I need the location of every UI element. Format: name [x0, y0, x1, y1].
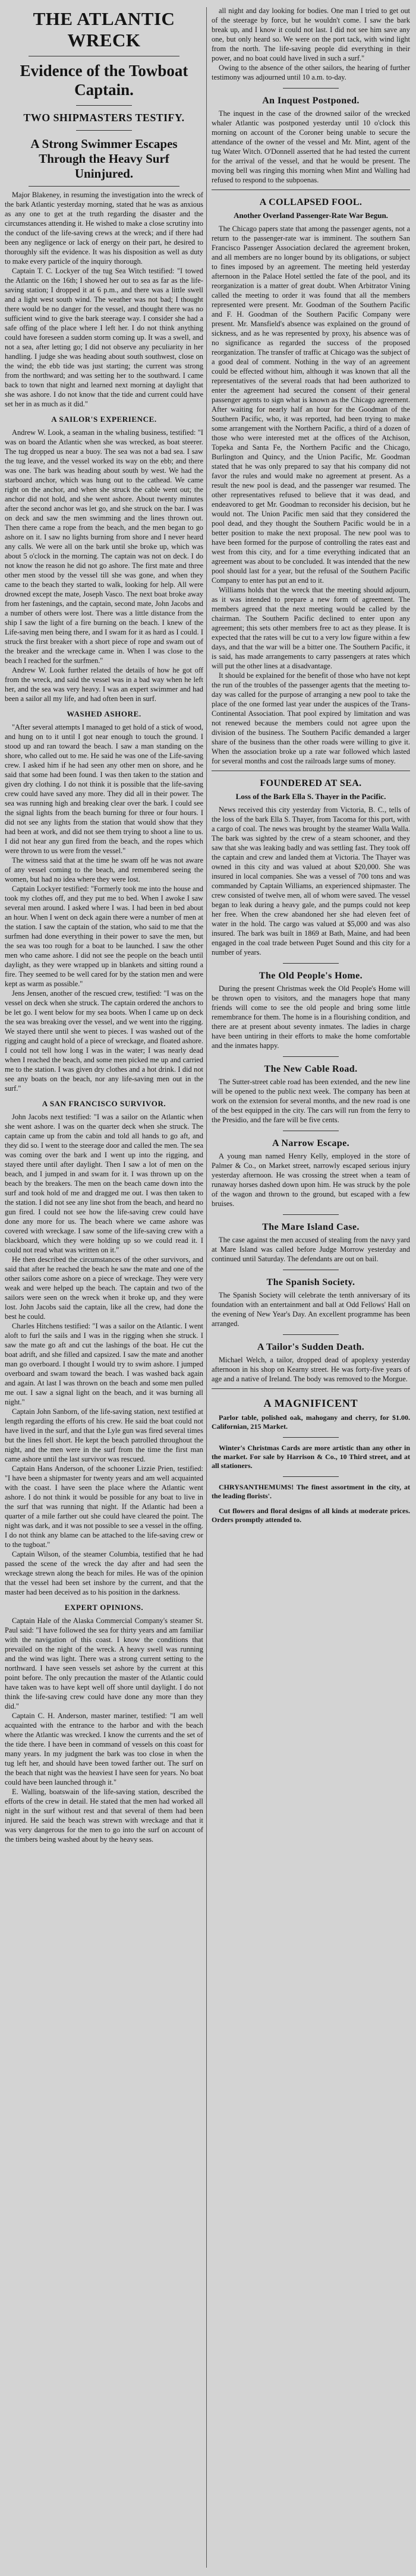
headline-death: A Tailor's Sudden Death. [257, 1342, 365, 1352]
paragraph: News received this city yesterday from Victoria, B. C., tells of the loss of the bark Ella S. Thayer, from Tacoma for this port, with a cargo of coal. The news was brought by the steamer Walla Walla. The bark was sighted by the crew of a steam schooner, and they saw that she was leaking badly and was settling fast. They took off the captain and crew and landed them at Victoria. The Thayer was owned in this city and was valued at about $20,000. She was insured in local companies. She was a vessel of 700 tons and was commanded by Captain Williams, an experienced shipmaster. The crew consisted of twelve men, all of whom were saved. The vessel began to leak during a heavy gale, and the pumps could not keep her free. When the crew abandoned her she had eleven feet of water in the hold. The cargo was valued at $5,000 and was also insured. The bark was built in 1869 at Bath, Maine, and had been engaged in the coal trade between Puget Sound and this city for a number of years. [212, 806, 410, 956]
divider [283, 1334, 339, 1335]
headline-cable: The New Cable Road. [264, 1064, 358, 1074]
headline-escape: A Narrow Escape. [272, 1138, 350, 1148]
paragraph: Andrew W. Look further related the details of how he got off from the wreck, and said the vessel was in a bad way when he left her, and the sea was very heavy. I was an expert swimmer and had been a sailor all my life, and had often been in surf. [5, 666, 203, 703]
article-body [5, 190, 203, 1844]
divider [283, 963, 339, 964]
divider [283, 1056, 339, 1057]
left-column [5, 0, 203, 2576]
paragraph: Andrew W. Look, a seaman in the whaling business, testified: "I was on board the Atlantic when she was wrecked, as boat steerer. The tug dropped us near a buoy. The sea was not a bad sea. I saw the tug leave, and the vessel worked its way on the ebb; and there was one. The bark was heading about south by west. We had the starboard anchor, which was hung out to the cathead. We came right on the anchor, and when she struck the cable went out; the anchor did not hold, and she went ashore. About twenty minutes after the second anchor was let go, and she struck on the bar. I was on deck and saw the men swimming and the lines thrown out. Then there came a rope from the beach, and the men began to go ashore on it. I saw no lights burning from shore and I never heard any calls. We were all on the bark until she broke up, which was about 5 o'clock in the morning. The captain was not on deck. I do not know the reason he did not go ashore. The first mate and three other men stood by the vessel till she was gone, and when they came to the beach they started to walk, looking for help. All were drowned except the mate, Joseph Vasco. The next boat broke away from her fastenings, and the captain, second mate, John Jacobs and a number of others were lost. There was a little distance from the ship I saw the light of a fire burning on the beach. I knew of the Life-saving men being there, and I swam for it as hard as I could. I struck the first breaker with a short piece of rope and swam out of the breaker and the wreckage came in. When I was close to the beach I reached for the surfmen." [5, 428, 203, 665]
divider [283, 1476, 339, 1477]
divider [283, 88, 339, 89]
advertisements [212, 1397, 410, 1524]
divider [212, 1388, 410, 1389]
paragraph: It should be explained for the benefit of those who have not kept the run of the troubles of the passenger agents that the meeting to-day was called for the purpose of arranging a new pool to take the place of the one formed last year under the auspices of the Trans-Continental Association. That pool expired by limitation and was not renewed because the members could not agree upon the division of the business. The Southern Pacific demanded a larger share of the business than the other roads were willing to give it. When the association broke up a rate war followed which lasted for several months and cost the railroads large sums of money. [212, 671, 410, 765]
headline-pool: A COLLAPSED FOOL. [259, 197, 363, 207]
deck-primary: Evidence of the Towboat Captain. [20, 62, 188, 99]
column-rule [206, 7, 207, 2568]
section-heading: A SAN FRANCISCO SURVIVOR. [42, 1099, 166, 1108]
ad-text: Cut flowers and floral designs of all kinds at moderate prices. Orders promptly attended to. [212, 1507, 410, 1524]
divider [76, 130, 132, 131]
paragraph: all night and day looking for bodies. One man I tried to get out of the steerage by force, but he wouldn't come. I saw the bark break up, and I know it could not last. I did not see him save any one, but only heard so. We were on the port tack, with wind light from the north. The life-saving people did everything in their power, and no boat could have lived in such a surf." [212, 7, 410, 62]
paragraph: Williams holds that the wreck that the meeting should adjourn, as it was intended to prepare a new form of agreement. The members agreed that the next meeting would be called by the chairman. The Southern Pacific declined to enter upon any agreement; this sets other members free to act as they please. It is expected that the rates will be cut to a very low figure within a few days, and that the war will be a bitter one. The Southern Pacific, it is said, has made arrangements to carry passengers at rates which will put the other lines at a disadvantage. [212, 586, 410, 670]
headline-home: The Old People's Home. [259, 971, 363, 981]
paragraph: Jens Jensen, another of the rescued crew, testified: "I was on the vessel on deck when she struck. The captain ordered the anchors to be let go. I went below for my sea boots. When I came up on deck the sea was breaking over the vessel, and we went into the rigging. We stayed there until she went to pieces. I was washed out of the rigging and caught hold of a piece of wreckage, and floated ashore. I could not tell how long I was in the water; I was nearly dead when I reached the beach, and some men picked me up and carried me to the station. I was given dry clothes and a hot drink. I did not see any boats on the beach, nor any life-saving men out in the surf." [5, 989, 203, 1093]
paragraph: John Jacobs next testified: "I was a sailor on the Atlantic when she went ashore. I was on the quarter deck when she struck. The captain came up from the cabin and told all hands to go aft, and they did so. I went to the steerage door and called the men. The sea was coming over the bark and I went up into the rigging, and stayed there until after daylight. Then I saw a lot of men on the beach, and I jumped in and swam for it. I was thrown up on the beach by the breakers. The men on the beach came down into the surf and took hold of me and dragged me out. I was then taken to the station. I did not see any line shot from the beach, and heard no gun fired. I could not see how the life-saving crew could have done any more for us. The beach where we came ashore was covered with wreckage. I saw some of the life-saving crew with a blackboard, which they were holding up so we could read it. I could not read what was written on it." [5, 1113, 203, 1254]
paragraph: The case against the men accused of stealing from the navy yard at Mare Island was called before Judge Morrow yesterday and continued until Saturday. The defendants are out on bail. [212, 1236, 410, 1263]
paragraph: "After several attempts I managed to get hold of a stick of wood, and hung on to it until I got near enough to touch the ground. I stood up and ran toward the beach. I saw a man standing on the shore, who called out to me. He said he was one of the Life-saving crew. I asked him if he had seen any other men on shore, and he said that some had been found. I was then taken to the station and given dry clothing. I do not think it is possible that the life-saving crew could have saved any more. They did all in their power. The sea was running high and breaking clear over the bark. I could see the signal lights from the beach burning for three or four hours. I did not see any lights from the station that would show that they had been at work, and did not see them trying to shoot a line to us. I did not hear any gun fired from the beach, and the ropes which were thrown to us were from the vessel." [5, 723, 203, 855]
paragraph: The Spanish Society will celebrate the tenth anniversary of its foundation with an entertainment and ball at Odd Fellows' Hall on the evening of New Year's Day. An excellent programme has been arranged. [212, 1291, 410, 1328]
deck-secondary: TWO SHIPMASTERS TESTIFY. [23, 112, 185, 124]
divider [283, 1214, 339, 1215]
ad-title: A MAGNIFICENT [263, 1397, 358, 1409]
ad-text: Winter's Christmas Cards are more artistic than any other in the market. For sale by Harrison & Co., 10 Third street, and at all stationers. [212, 1444, 410, 1470]
headline-foundered: FOUNDERED AT SEA. [260, 778, 362, 788]
paragraph: Captain Hans Anderson, of the schooner Lizzie Prien, testified: "I have been a shipmaster for twenty years and am well acquainted with the coast. I have seen the place where the Atlantic went ashore. I do not think it would be possible for any boat to live in the surf that was running that night. If the Atlantic had been a quarter of a mile farther out she could have cleared the point. The night was dark, and it was not possible to see a vessel in the offing. I do not think any blame can be attached to the life-saving crew or to the tugboat." [5, 1464, 203, 1549]
paragraph: Captain John Sanborn, of the life-saving station, next testified at length regarding the efforts of his crew. He said the boat could not have lived in the surf, and that the Lyle gun was fired several times but the lines fell short. He kept the beach patrolled throughout the night, and the men were in the surf from the time the first man came ashore until the last survivor was rescued. [5, 1407, 203, 1463]
masthead: THE ATLANTIC WRECK [33, 8, 175, 50]
headline-island: The Mare Island Case. [262, 1222, 360, 1232]
divider [283, 1437, 339, 1438]
right-column [212, 0, 410, 2576]
paragraph: During the present Christmas week the Old People's Home will be thrown open to visitors, and the managers hope that many friends will come to see the old people and bring some little remembrance for them. The home is in a flourishing condition, and there are at present about seventy inmates. The ladies in charge have been untiring in their efforts to make the home comfortable and the inmates happy. [212, 984, 410, 1050]
deck-pool: Another Overland Passenger-Rate War Begun. [234, 211, 388, 220]
ad-text: Parlor table, polished oak, mahogany and cherry, for $1.00. Californian, 215 Market. [212, 1413, 410, 1431]
paragraph: Captain Wilson, of the steamer Columbia, testified that he had passed the scene of the wreck the day after and had seen the wreckage strewn along the beach for miles. He was of the opinion that the vessel had been set inshore by the current, and that the master had been deceived as to his position in the darkness. [5, 1550, 203, 1596]
ad-text: CHRYSANTHEMUMS! The finest assortment in the city, at the leading florists'. [212, 1483, 410, 1500]
section-heading: WASHED ASHORE. [67, 709, 141, 718]
headline-society: The Spanish Society. [266, 1277, 355, 1287]
paragraph: Owing to the absence of the other sailors, the hearing of further testimony was adjourned until 10 a.m. to-day. [212, 64, 410, 81]
paragraph: The inquest in the case of the drowned sailor of the wrecked whaler Atlantic was postponed yesterday until 10 o'clock this morning on account of the Coroner being unable to secure the attendance of the owner of the vessel and Mr. Mint, agent of the tug Water Witch. O'Donnell asserted that he had tested the current for the arrival of the vessel, and that he would be present. The moving bell was ringing this morning when Mint and Walling had refused to respond to the subpoenas. [212, 109, 410, 184]
paragraph: Major Blakeney, in resuming the investigation into the wreck of the bark Atlantic yesterday morning, stated that he was as anxious as any one to get at the truth regarding the disaster and the circumstances attending it. He wished to make a close scrutiny into the conduct of the life-saving crews at the wreck; and if there had been any negligence or lack of energy on their part, he desired to thoroughly sift the evidence. It was his disposition as well as duty to make every particle of the inquiry thorough. [5, 191, 203, 266]
paragraph: Captain T. C. Lockyer of the tug Sea Witch testified: "I towed the Atlantic on the 16th; I showed her out to sea as far as the life-saving station; I dropped it at 6 p.m., and there was a little swell and a light west south wind. The weather was not bad; I thought there would be no danger for the vessel, and thought there was no sufficient wind to give the bark steerage way. I consider she had a safe offing of the place where I left her. I do not think anything could have foreseen a sudden storm coming up. It was a swell, and not a sea, after letting go; I did not observe any peculiarity in her handling. I judge she was heading about south southwest, close on the wind; the ebb tide was just starting; the current was strong from the northward; and was setting her to the southward. I came back to town that night and learned next morning at daylight that she was ashore. I do not know that the tide and current could have set her in as much as it did." [5, 267, 203, 408]
paragraph: The Sutter-street cable road has been extended, and the new line will be opened to the public next week. The company has been at work on the extension for several months, and the new road is one of the best equipped in the city. The cars will run from the ferry to the Presidio, and the fare will be five cents. [212, 1078, 410, 1124]
divider [29, 186, 179, 187]
paragraph: E. Walling, boatswain of the life-saving station, described the efforts of the crew in detail. He stated that the men had worked all night in the surf without rest and that several of them had been injured. He said the beach was strewn with wreckage and that it was very dangerous for the men to go into the surf on account of the timbers being washed about by the heavy seas. [5, 1788, 203, 1843]
paragraph: Michael Welch, a tailor, dropped dead of apoplexy yesterday afternoon in his shop on Kearny street. He was forty-five years of age and a native of Ireland. The body was removed to the Morgue. [212, 1356, 410, 1383]
paragraph: Charles Hitchens testified: "I was a sailor on the Atlantic. I went aloft to furl the sails and I was in the rigging when she struck. I saw the mate go aft and cut the lashings of the boat. He cut the boat adrift, and she filled and capsized. I saw the mate and another man go overboard. I thought I would try to swim ashore. I jumped overboard and swam toward the beach. I was washed back again and again. At last I was thrown on the beach and some men pulled me out. I saw a signal light on the beach, and it was burning all night." [5, 1322, 203, 1406]
paragraph: Captain C. H. Anderson, master mariner, testified: "I am well acquainted with the entrance to the harbor and with the beach where the Atlantic was wrecked. I know the currents and the set of the tide there. I have been in command of vessels on this coast for many years. In my judgment the bark was too close in when the tug left her, and should have been towed farther out. The surf on the beach that night was the heaviest I have seen for years. No boat could have been launched through it." [5, 1712, 203, 1786]
paragraph: The Chicago papers state that among the passenger agents, not a return to the passenger-rate war is imminent. The southern San Francisco Passenger Association declared the agreement broken, and all members are no longer bound by its obligations, or subject to fines imposed by an agreement. The meeting held yesterday afternoon in the Palace Hotel settled the fate of the pool, and its reorganization is a matter of great doubt. When Arbitrator Vining called the meeting to order it was found that all the members represented were present. Mr. Goodman of the Southern Pacific and F. H. Goodman of the Southern Pacific Company were present. Mr. Mansfield's absence was explained on the ground of sickness, and as he was represented by proxy, his absence was of no significance as regarded the success of the proposed reorganization. The transfer of traffic at Chicago was the subject of a good deal of comment. Nothing in the way of an agreement could be effected without him, although it was known that all the representatives of the several roads that had been authorized to enter the agreement had secured the consent of their general passenger agents to sign what is known as the Chicago agreement. After waiting for nearly half an hour for the Goodman of the Southern Pacific, who, it was reported, had been trying to make some arrangement with the Northern Pacific, a third of a dozen of those who were interested met at the offices of the Atchison, Topeka and Santa Fe, the Northern Pacific and the Chicago, Burlington and Quincy, and the Union Pacific, Mr. Goodman stated that he was only prepared to say that his company did not favor the rules and would make no agreement at present. As a result the new pool is dead, and the passenger war resumed. The other representatives refused to believe that it was dead, and endeavored to get Mr. Goodman to reconsider his decision, but he would not. The Union Pacific men said that they considered the pool dead, and they thought the Southern Pacific would be in a better position to make the next proposal. The new pool was to have been formed for the purpose of controlling the rates east and west from this city, and for a time everything indicated that an agreement was about to be concluded. It was intended that the new pool should last for a year, but the refusal of the Southern Pacific Company to enter has put an end to it. [212, 225, 410, 585]
paragraph: A young man named Henry Kelly, employed in the store of Palmer & Co., on Market street, narrowly escaped serious injury yesterday afternoon. He was crossing the street when a team of runaway horses dashed down upon him. He was struck by the pole of the wagon and thrown to the ground, but escaped with a few bruises. [212, 1152, 410, 1208]
paragraph: The witness said that at the time he swam off he was not aware of any vessel coming to the beach, and remembered seeing the women, but had no idea where they were lost. [5, 856, 203, 883]
divider [76, 105, 132, 106]
paragraph: Captain Hale of the Alaska Commercial Company's steamer St. Paul said: "I have followed the sea for thirty years and am familiar with the navigation of this coast. I know the conditions that prevailed on the night of the wreck. A heavy swell was running and the wind was light. There was a strong current setting to the northward. I have seen vessels set ashore by the current at this point before. The only precaution the master of the Atlantic could have taken was to have kept well off shore until daylight. I do not think the life-saving crew could have done any more than they did." [5, 1617, 203, 1710]
headline-inquest: An Inquest Postponed. [262, 96, 360, 106]
paragraph: He then described the circumstances of the other survivors, and said that after he reached the beach he saw the mate and one of the other sailors come ashore on a piece of wreckage. They were very weak and were helped up the beach. The captain and two of the sailors were seen on the wreck when it broke up, and they were lost. John Jacobs said the captain, like all the crew, had done the best he could. [5, 1255, 203, 1321]
deck-tertiary: A Strong Swimmer Escapes Through the Heavy Surf Uninjured. [30, 137, 178, 181]
deck-foundered: Loss of the Bark Ella S. Thayer in the Pacific. [235, 792, 386, 801]
section-heading: EXPERT OPINIONS. [64, 1603, 144, 1612]
paragraph: Captain Lockyer testified: "Formerly took me into the house and took my clothes off, and they put me to bed. When I awoke I saw several men around. I asked where I was. I had been in bed about an hour. When I went on deck again there were a number of men at the station. I saw the captain of the station, who said to me that the surfmen had done everything in their power to save the men, but the sea was too rough for a boat to be launched. I saw the other men who came ashore. I did not see the people on the beach until daylight, as they were wrapped up in blankets and sitting round a fire. They seemed to be well cared for by the station men and were kept as warm as possible." [5, 885, 203, 988]
section-heading: A SAILOR'S EXPERIENCE. [51, 415, 157, 424]
